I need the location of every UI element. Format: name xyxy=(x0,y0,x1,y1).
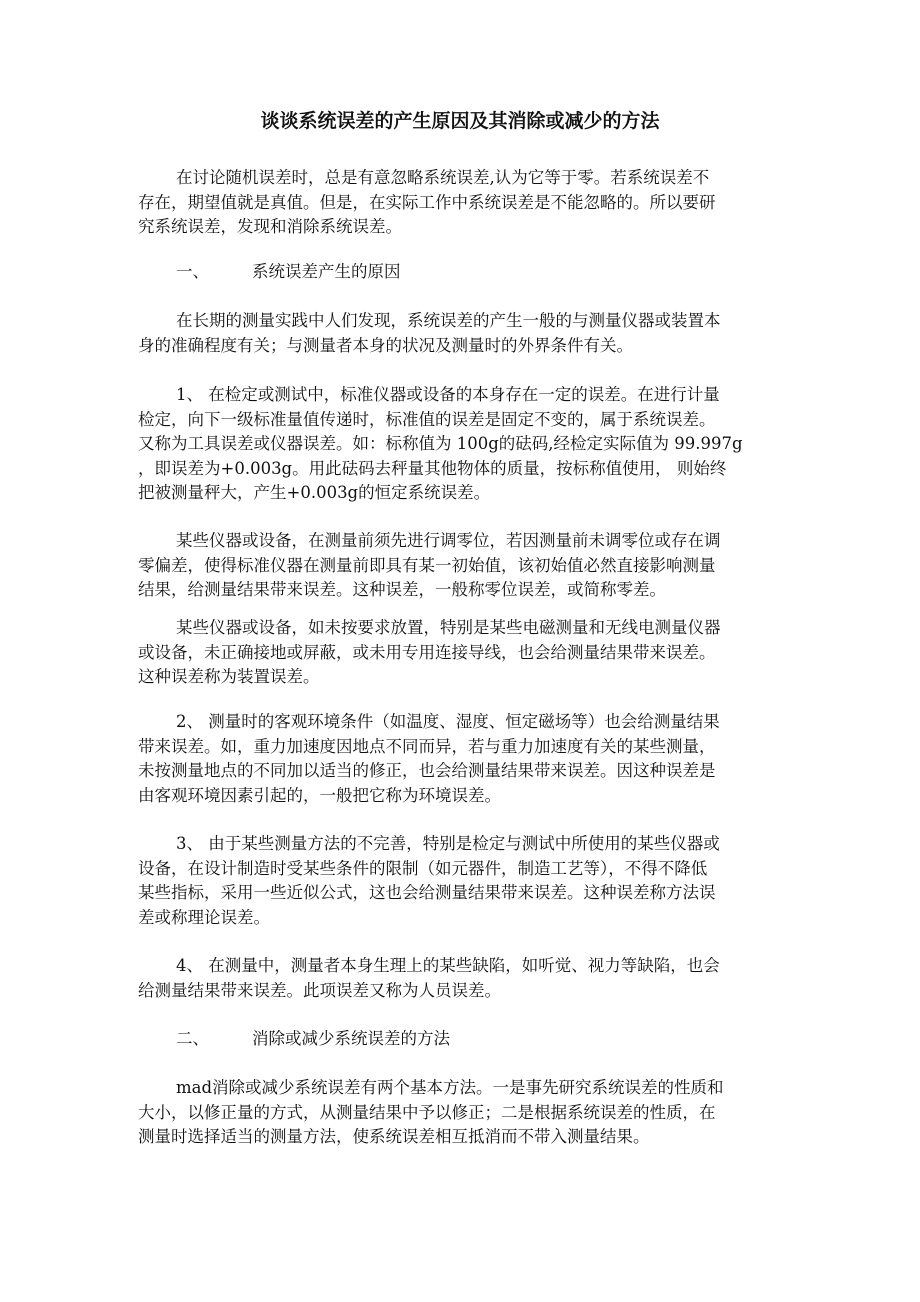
text-line: 存在，期望值就是真值。但是，在实际工作中系统误差是不能忽略的。所以要研 xyxy=(138,192,716,212)
text-line: 零偏差，使得标准仪器在测量前即具有某一初始值，该初始值必然直接影响测量 xyxy=(138,555,716,575)
section-heading-2 xyxy=(176,1027,450,1052)
text-line: 某些仪器或设备，在测量前须先进行调零位，若因测量前未调零位或存在调 xyxy=(176,531,721,550)
text-line: 在讨论随机误差时，总是有意忽略系统误差,认为它等于零。若系统误差不 xyxy=(176,168,710,187)
paragraph-3 xyxy=(138,529,798,603)
paragraph-7 xyxy=(138,954,798,1003)
text-line: 测量时选择适当的测量方法，使系统误差相互抵消而不带入测量结果。 xyxy=(138,1127,650,1146)
text-line: ，即误差为+0.003g。用此砝码去秤量其他物体的质量，按标称值使用， 则始终 xyxy=(138,458,727,478)
heading-number: 二、 xyxy=(176,1029,209,1048)
heading-text: 系统误差产生的原因 xyxy=(252,262,401,281)
section-heading-1 xyxy=(176,260,401,285)
text-line: 差或称理论误差。 xyxy=(138,907,270,927)
text-line: 带来误差。如，重力加速度因地点不同而异，若与重力加速度有关的某些测量， xyxy=(138,736,716,756)
text-line: 把被测量秤大，产生+0.003g的恒定系统误差。 xyxy=(138,483,491,502)
text-line: 在长期的测量实践中人们发现，系统误差的产生一般的与测量仪器或装置本 xyxy=(176,311,721,330)
paragraph-6 xyxy=(138,832,798,930)
paragraph-1 xyxy=(138,309,798,358)
paragraph-2 xyxy=(138,383,798,506)
document-title: 谈谈系统误差的产生原因及其消除或减少的方法 xyxy=(260,110,660,132)
text-line: 某些指标，采用一些近似公式，这也会给测量结果带来误差。这种误差称方法误 xyxy=(138,883,716,902)
heading-number: 一、 xyxy=(176,262,209,281)
paragraph-4 xyxy=(138,616,798,690)
text-line: 身的准确程度有关；与测量者本身的状况及测量时的外界条件有关。 xyxy=(138,335,633,355)
text-line: 未按测量地点的不同加以适当的修正，也会给测量结果带来误差。因这种误差是 xyxy=(138,761,716,780)
paragraph-8 xyxy=(138,1076,798,1150)
paragraph-5 xyxy=(138,710,798,808)
text-line: 究系统误差，发现和消除系统误差。 xyxy=(138,217,402,236)
heading-text: 消除或减少系统误差的方法 xyxy=(252,1029,450,1048)
text-line: 检定，向下一级标准量值传递时，标准值的误差是固定不变的，属于系统误差。 xyxy=(138,409,716,429)
paragraph-intro xyxy=(138,166,798,240)
text-line: 这种误差称为装置误差。 xyxy=(138,667,320,686)
text-line: 2、 测量时的客观环境条件（如温度、湿度、恒定磁场等）也会给测量结果 xyxy=(176,712,720,731)
text-line: mad消除或减少系统误差有两个基本方法。一是事先研究系统误差的性质和 xyxy=(176,1078,724,1097)
text-line: 给测量结果带来误差。此项误差又称为人员误差。 xyxy=(138,980,501,1000)
text-line: 由客观环境因素引起的，一般把它称为环境误差。 xyxy=(138,785,501,805)
text-line: 结果，给测量结果带来误差。这种误差，一般称零位误差，或简称零差。 xyxy=(138,580,666,599)
text-line: 4、 在测量中，测量者本身生理上的某些缺陷，如听觉、视力等缺陷，也会 xyxy=(176,956,720,975)
text-line: 或设备，未正确接地或屏蔽，或未用专用连接导线，也会给测量结果带来误差。 xyxy=(138,642,716,662)
text-line: 3、 由于某些测量方法的不完善，特别是检定与测试中所使用的某些仪器或 xyxy=(176,834,720,853)
text-line: 某些仪器或设备，如未按要求放置，特别是某些电磁测量和无线电测量仪器 xyxy=(176,618,721,637)
text-line: 设备，在设计制造时受某些条件的限制（如元器件，制造工艺等），不得不降低 xyxy=(138,858,708,878)
text-line: 又称为工具误差或仪器误差。如：标称值为 100g的砝码,经检定实际值为 99.997g xyxy=(138,434,743,453)
text-line: 1、 在检定或测试中，标准仪器或设备的本身存在一定的误差。在进行计量 xyxy=(176,385,720,404)
text-line: 大小，以修正量的方式，从测量结果中予以修正；二是根据系统误差的性质，在 xyxy=(138,1102,716,1122)
